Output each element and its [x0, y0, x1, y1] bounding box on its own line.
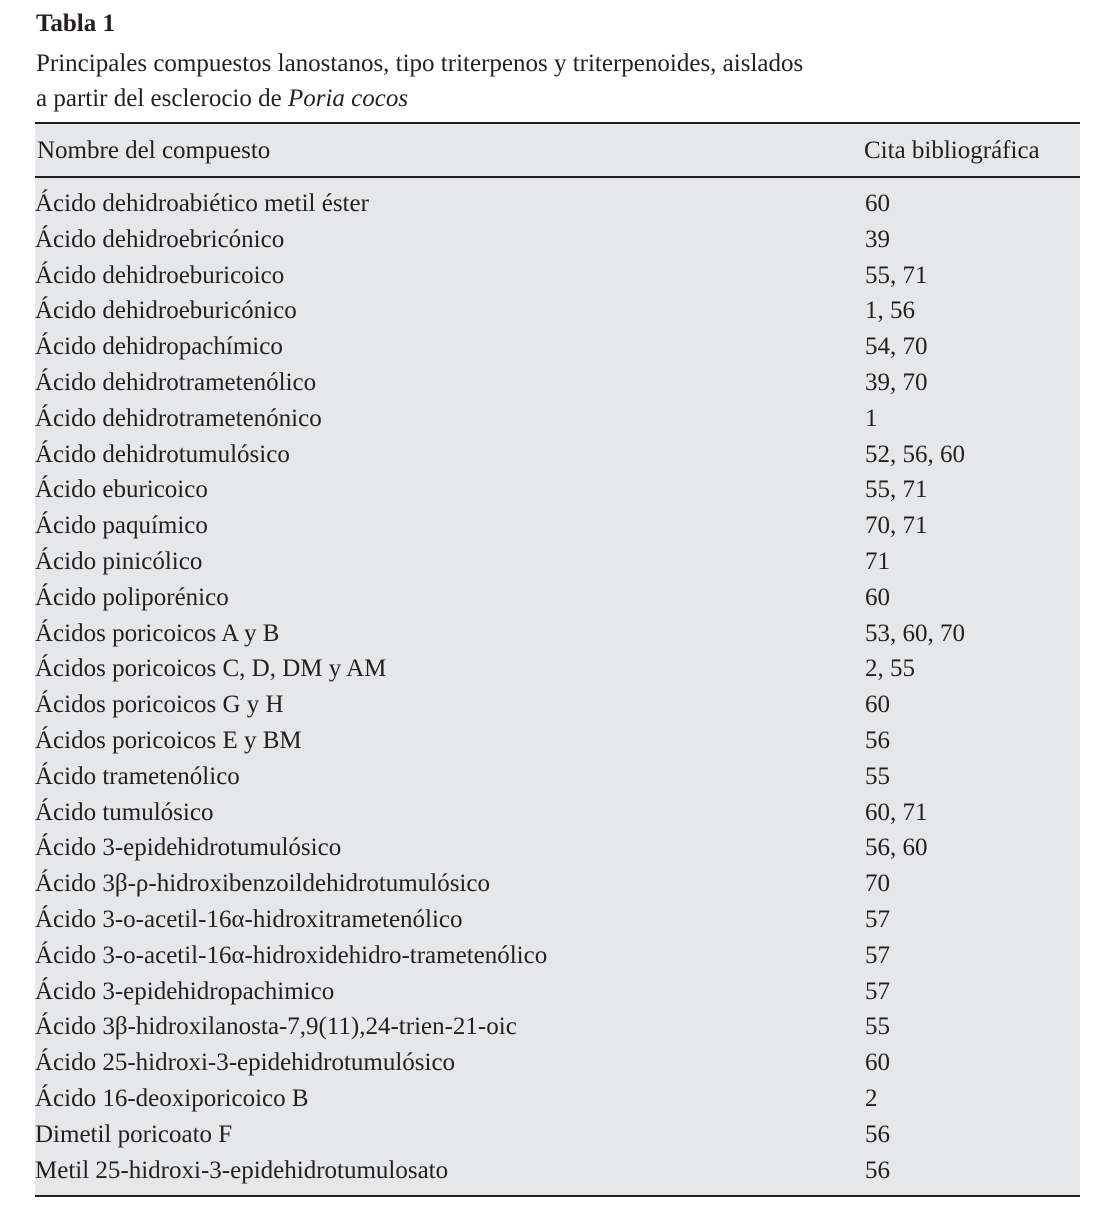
table-row — [35, 1153, 1080, 1189]
table-row — [35, 759, 1080, 795]
compound-name-cell: Ácido 16-deoxiporicoico B — [35, 1084, 309, 1112]
compound-name-cell: Ácido tumulósico — [35, 798, 214, 826]
citation-cell: 39, 70 — [865, 368, 928, 396]
citation-cell: 56 — [865, 1120, 890, 1148]
table-row — [35, 258, 1080, 294]
table-row — [35, 616, 1080, 652]
compound-name-cell: Ácido 3-o-acetil-16α-hidroxidehidro-trametenólico — [35, 941, 548, 969]
table-row — [35, 365, 1080, 401]
table-row — [35, 293, 1080, 329]
compound-name-cell: Ácido 3β-ρ-hidroxibenzoildehidrotumulósico — [35, 870, 490, 898]
compound-name-cell: Ácido dehidropachímico — [35, 333, 283, 361]
table-row — [35, 902, 1080, 938]
header-compound-name: Nombre del compuesto — [37, 137, 271, 164]
compound-name-cell: Ácido 3-epidehidrotumulósico — [35, 834, 342, 862]
compound-name-cell: Ácido dehidrotrametenónico — [35, 404, 322, 432]
compound-name-cell: Ácido paquímico — [35, 512, 208, 540]
compound-name-cell: Ácido poliporénico — [35, 583, 229, 611]
compound-name-cell: Ácido 3-epidehidropachimico — [35, 977, 335, 1005]
citation-cell: 57 — [865, 905, 890, 933]
table-label: Tabla 1 — [36, 10, 115, 37]
table-row — [35, 472, 1080, 508]
citation-cell: 53, 60, 70 — [865, 619, 965, 647]
table-row — [35, 938, 1080, 974]
compounds-table — [35, 122, 1080, 1197]
table-row — [35, 186, 1080, 222]
table-row — [35, 1045, 1080, 1081]
compound-name-cell: Ácido 3-o-acetil-16α-hidroxitrametenólico — [35, 905, 463, 933]
table-row — [35, 687, 1080, 723]
citation-cell: 71 — [865, 547, 890, 575]
citation-cell: 55, 71 — [865, 261, 928, 289]
citation-cell: 56 — [865, 1156, 890, 1184]
citation-cell: 60 — [865, 1049, 890, 1077]
table-row — [35, 830, 1080, 866]
citation-cell: 70 — [865, 870, 890, 898]
citation-cell: 57 — [865, 977, 890, 1005]
citation-cell: 56 — [865, 726, 890, 754]
citation-cell: 1, 56 — [865, 297, 915, 325]
compound-name-cell: Ácido trametenólico — [35, 762, 240, 790]
table-row — [35, 222, 1080, 258]
citation-cell: 60 — [865, 583, 890, 611]
citation-cell: 57 — [865, 941, 890, 969]
citation-cell: 39 — [865, 225, 890, 253]
citation-cell: 52, 56, 60 — [865, 440, 965, 468]
table-caption — [36, 46, 1086, 116]
citation-cell: 55 — [865, 1013, 890, 1041]
table-row — [35, 1009, 1080, 1045]
caption-species: Poria cocos — [287, 85, 409, 112]
citation-cell: 1 — [865, 404, 878, 432]
citation-cell: 55, 71 — [865, 476, 928, 504]
compound-name-cell: Ácido dehidroeburicónico — [35, 297, 297, 325]
table-row — [35, 437, 1080, 473]
compound-name-cell: Ácidos poricoicos C, D, DM y AM — [35, 655, 387, 683]
compound-name-cell: Ácido 25-hidroxi-3-epidehidrotumulósico — [35, 1049, 456, 1077]
compound-name-cell: Metil 25-hidroxi-3-epidehidrotumulosato — [35, 1156, 449, 1184]
caption-line-2 — [36, 81, 1086, 116]
table-row — [35, 544, 1080, 580]
compound-name-cell: Ácidos poricoicos A y B — [35, 619, 280, 647]
caption-line-2-prefix: a partir del esclerocio de — [36, 85, 288, 112]
citation-cell: 60, 71 — [865, 798, 928, 826]
compound-name-cell: Ácido pinicólico — [35, 547, 203, 575]
compound-name-cell: Ácido dehidrotrametenólico — [35, 368, 317, 396]
compound-name-cell: Ácido dehidroebricónico — [35, 225, 285, 253]
table-row — [35, 401, 1080, 437]
table-row — [35, 974, 1080, 1010]
citation-cell: 60 — [865, 691, 890, 719]
compound-name-cell: Dimetil poricoato F — [35, 1120, 233, 1148]
compound-name-cell: Ácidos poricoicos G y H — [35, 691, 284, 719]
table-row — [35, 795, 1080, 831]
table-row — [35, 580, 1080, 616]
table-row — [35, 723, 1080, 759]
citation-cell: 55 — [865, 762, 890, 790]
table-row — [35, 508, 1080, 544]
citation-cell: 54, 70 — [865, 333, 928, 361]
header-citation: Cita bibliográfica — [864, 137, 1040, 164]
table-row — [35, 329, 1080, 365]
table-row — [35, 651, 1080, 687]
citation-cell: 2, 55 — [865, 655, 915, 683]
citation-cell: 60 — [865, 190, 890, 217]
citation-cell: 70, 71 — [865, 512, 928, 540]
citation-cell: 2 — [865, 1084, 878, 1112]
table-body — [35, 186, 1080, 1188]
compound-name-cell: Ácido dehidrotumulósico — [35, 440, 290, 468]
caption-line-1: Principales compuestos lanostanos, tipo triterpenos y triterpenoides, aislados — [36, 50, 804, 77]
compound-name-cell: Ácido eburicoico — [35, 476, 208, 504]
table-row — [35, 866, 1080, 902]
table-row — [35, 1081, 1080, 1117]
compound-name-cell: Ácido 3β-hidroxilanosta-7,9(11),24-trien-21-oic — [35, 1013, 517, 1041]
compound-name-cell: Ácido dehidroabiético metil éster — [35, 190, 369, 217]
compound-name-cell: Ácido dehidroeburicoico — [35, 261, 285, 289]
table-row — [35, 1117, 1080, 1153]
table-header — [35, 124, 1080, 178]
citation-cell: 56, 60 — [865, 834, 928, 862]
compound-name-cell: Ácidos poricoicos E y BM — [35, 726, 302, 754]
